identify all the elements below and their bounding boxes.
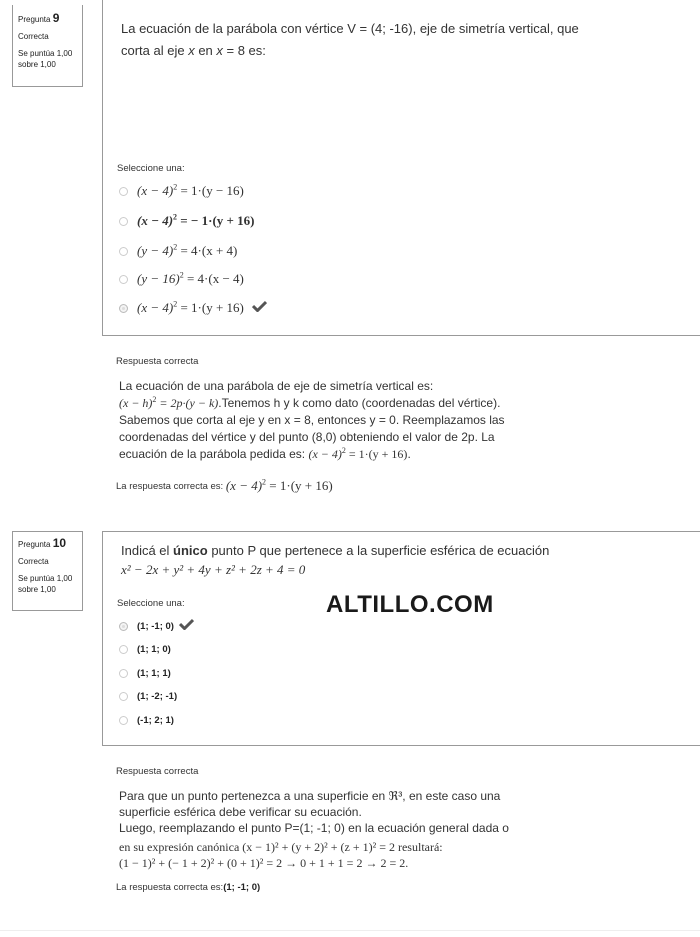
checkmark-icon xyxy=(179,617,194,635)
feedback-text: Para que un punto pertenezca a una superficie en ℜ³, en este caso una superficie esférica debe verificar su ecuación. Luego, reemplazando el punto P=(1; -1; 0) en la ecuación general dada o en su expresión canónica (x − 1)² + (y + 2)² + (z + 1)² = 2 resultará: (1 − 1)² + (− 1 + 2)² + (0 + 1)² = 2 → 0 + 1 + 1 = 2 → 2 = 2. xyxy=(119,789,509,870)
radio-button[interactable] xyxy=(119,275,128,284)
feedback-title: Respuesta correcta xyxy=(116,766,199,777)
correct-answer: La respuesta correcta es: $(x - 4)^2 = 1\cdot(y + 16)$ xyxy=(116,477,333,493)
radio-button-selected[interactable] xyxy=(119,304,128,313)
radio-button[interactable] xyxy=(119,247,128,256)
q9-option-1[interactable]: $(x - 4)^2 = 1\cdot(y - 16)$ xyxy=(119,182,244,200)
question-10-text: Indicá el único punto P que pertenece a la superficie esférica de ecuación x² − 2x + y² + 4y + z² + 2z + 4 = 0 xyxy=(121,541,601,579)
q9-option-2[interactable]: $(x - 4)^2$ = − 1·(y + 16) xyxy=(119,212,255,230)
radio-button[interactable] xyxy=(119,217,128,226)
question-9-text: La ecuación de la parábola con vértice V = (4; -16), eje de simetría vertical, que corta al eje x en x = 8 es: xyxy=(121,21,579,58)
q9-option-3[interactable]: $(y - 4)^2 = 4\cdot(x + 4)$ xyxy=(119,242,237,260)
equation: x² − 2x + y² + 4y + z² + 2z + 4 = 0 xyxy=(121,562,306,577)
question-label: Pregunta xyxy=(18,15,51,24)
q10-option-1[interactable]: (1; -1; 0) xyxy=(119,617,194,635)
watermark: ALTILLO.COM xyxy=(326,591,494,618)
question-status: Correcta xyxy=(18,32,49,41)
question-9-info xyxy=(12,5,83,87)
q10-option-4[interactable]: (1; -2; -1) xyxy=(119,687,177,705)
q10-option-3[interactable]: (1; 1; 1) xyxy=(119,664,171,682)
question-score: Se puntúa 1,00 sobre 1,00 xyxy=(18,49,73,69)
q10-option-5[interactable]: (-1; 2; 1) xyxy=(119,711,174,729)
question-number: 10 xyxy=(52,536,67,550)
correct-answer: La respuesta correcta es: (1; -1; 0) xyxy=(116,882,261,893)
question-number: 9 xyxy=(52,11,60,25)
radio-button[interactable] xyxy=(119,716,128,725)
feedback-text: La ecuación de una parábola de eje de simetría vertical es: $(x - h)^2 = 2p\cdot(y$ − k).Tenemos h y k como dato (coordenadas del vértice). Sabemos que corta al eje y en x = 8, entonces y = 0. Reemplazamos las coordenadas del vértice y del punto (8,0) obteniendo el valor de 2p. La ecuación de la parábola pedida es: $(x - 4)^2 = 1\cdot(y + 16)$. xyxy=(119,379,505,461)
q10-option-2[interactable]: (1; 1; 0) xyxy=(119,640,171,658)
feedback-title: Respuesta correcta xyxy=(116,356,199,367)
radio-button[interactable] xyxy=(119,692,128,701)
radio-button-selected[interactable] xyxy=(119,622,128,631)
radio-button[interactable] xyxy=(119,669,128,678)
radio-button[interactable] xyxy=(119,645,128,654)
radio-button[interactable] xyxy=(119,187,128,196)
question-10-info xyxy=(12,531,83,611)
select-prompt: Seleccione una: xyxy=(117,163,185,174)
question-score: Se puntúa 1,00 sobre 1,00 xyxy=(18,574,73,594)
question-status: Correcta xyxy=(18,557,49,566)
checkmark-icon xyxy=(252,299,267,317)
select-prompt: Seleccione una: xyxy=(117,598,185,609)
q9-option-4[interactable]: $(y - 16)^2 = 4\cdot(x - 4)$ xyxy=(119,270,244,288)
divider xyxy=(0,930,700,931)
question-label: Pregunta xyxy=(18,540,51,549)
q9-option-5[interactable]: $(x - 4)^2 = 1\cdot(y + 16)$ xyxy=(119,299,267,317)
